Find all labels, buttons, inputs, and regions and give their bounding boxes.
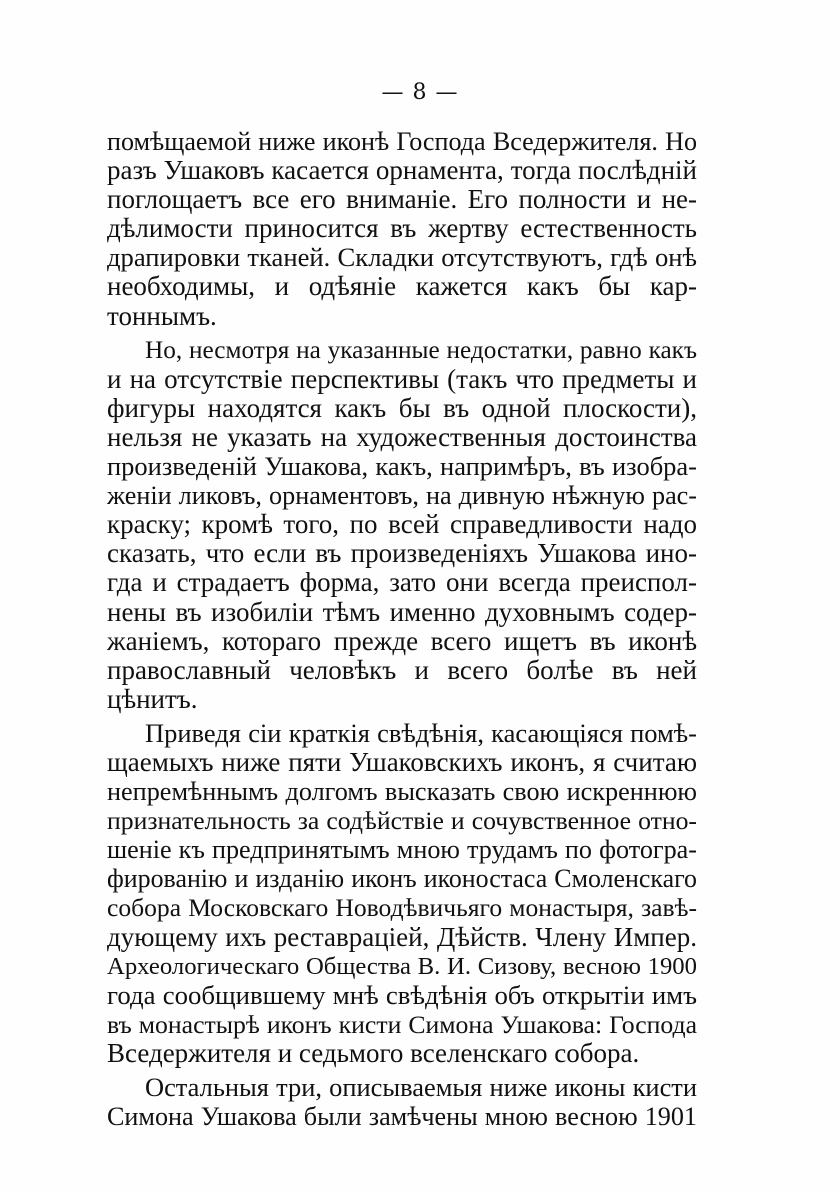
text-line: дующему ихъ реставраціей, Дѣйств. Члену Импер.	[107, 921, 697, 952]
text-line: дѣлимости приносится въ жертву естественность	[107, 213, 697, 244]
text-line: гда и страдаетъ форма, зато они всегда преиспол-	[107, 567, 697, 598]
text-line: Но, несмотря на указанные недостатки, равно какъ	[145, 336, 697, 364]
text-line: драпировки тканей. Складки отсутствуютъ, гдѣ онѣ	[107, 242, 697, 273]
text-line: помѣщаемой ниже иконѣ Господа Вседержителя. Но	[107, 127, 697, 156]
text-line: необходимы, и одѣяніе кажется какъ бы кар-	[107, 271, 697, 302]
text-line: щаемыхъ ниже пяти Ушаковскихъ иконъ, я считаю	[107, 746, 697, 777]
text-line: цѣнитъ.	[107, 683, 198, 714]
text-line: года сообщившему мнѣ свѣдѣнія объ открытіи имъ	[107, 979, 697, 1010]
text-line: православный человѣкъ и всего болѣе въ ней	[107, 654, 697, 685]
text-line: Остальныя три, описываемыя ниже иконы кисти	[145, 1072, 697, 1102]
text-line: Вседержителя и седьмого вселенскаго собора.	[107, 1037, 640, 1068]
text-line: разъ Ушаковъ касается орнамента, тогда послѣдній	[107, 155, 697, 186]
text-line: Приведя сіи краткія свѣдѣнія, касающіяся помѣ-	[145, 717, 697, 748]
text-line: нены въ изобиліи тѣмъ именно духовнымъ содер-	[107, 596, 697, 627]
text-line: и на отсутствіе перспективы (такъ что предметы и	[107, 363, 697, 394]
paragraph-1	[107, 127, 697, 331]
paragraph-3	[107, 719, 697, 1068]
text-line: нельзя не указать на художественныя достоинства	[107, 421, 697, 452]
text-line: тоннымъ.	[107, 300, 217, 331]
text-line: признательность за содѣйствіе и сочувственное отно-	[107, 806, 697, 836]
text-line: женіи ликовъ, орнаментовъ, на дивную нѣжную рас-	[107, 481, 697, 511]
text-line: собора Московскаго Новодѣвичьяго монастыря, завѣ-	[107, 893, 697, 923]
text-line: фигуры находятся какъ бы въ одной плоскости),	[107, 392, 697, 423]
text-line: краску; кромѣ того, по всей справедливости надо	[107, 509, 697, 540]
text-line: Симона Ушакова были замѣчены мною весною 1901	[107, 1102, 697, 1132]
paragraph-2	[107, 336, 697, 714]
text-line: жаніемъ, котораго прежде всего ищетъ въ иконѣ	[107, 625, 697, 656]
text-line: поглощаетъ все его вниманіе. Его полности и не-	[107, 184, 697, 215]
text-line: Археологическаго Общества В. И. Сизову, весною 1900	[107, 952, 697, 980]
text-line: фированію и изданію иконъ иконостаса Смоленскаго	[107, 864, 697, 894]
text-line: въ монастырѣ иконъ кисти Симона Ушакова: Господа	[107, 1009, 697, 1039]
paragraph-4	[107, 1073, 697, 1131]
text-line: непремѣннымъ долгомъ высказать свою искреннюю	[107, 777, 697, 807]
body-text	[107, 127, 697, 1131]
text-line: произведеній Ушакова, какъ, напримѣръ, въ изобра-	[107, 451, 697, 482]
text-line: шеніе къ предпринятымъ мною трудамъ по фотогра-	[107, 835, 697, 865]
text-line: сказать, что если въ произведеніяхъ Ушакова ино-	[107, 538, 697, 569]
page-number: — 8 —	[381, 80, 459, 105]
